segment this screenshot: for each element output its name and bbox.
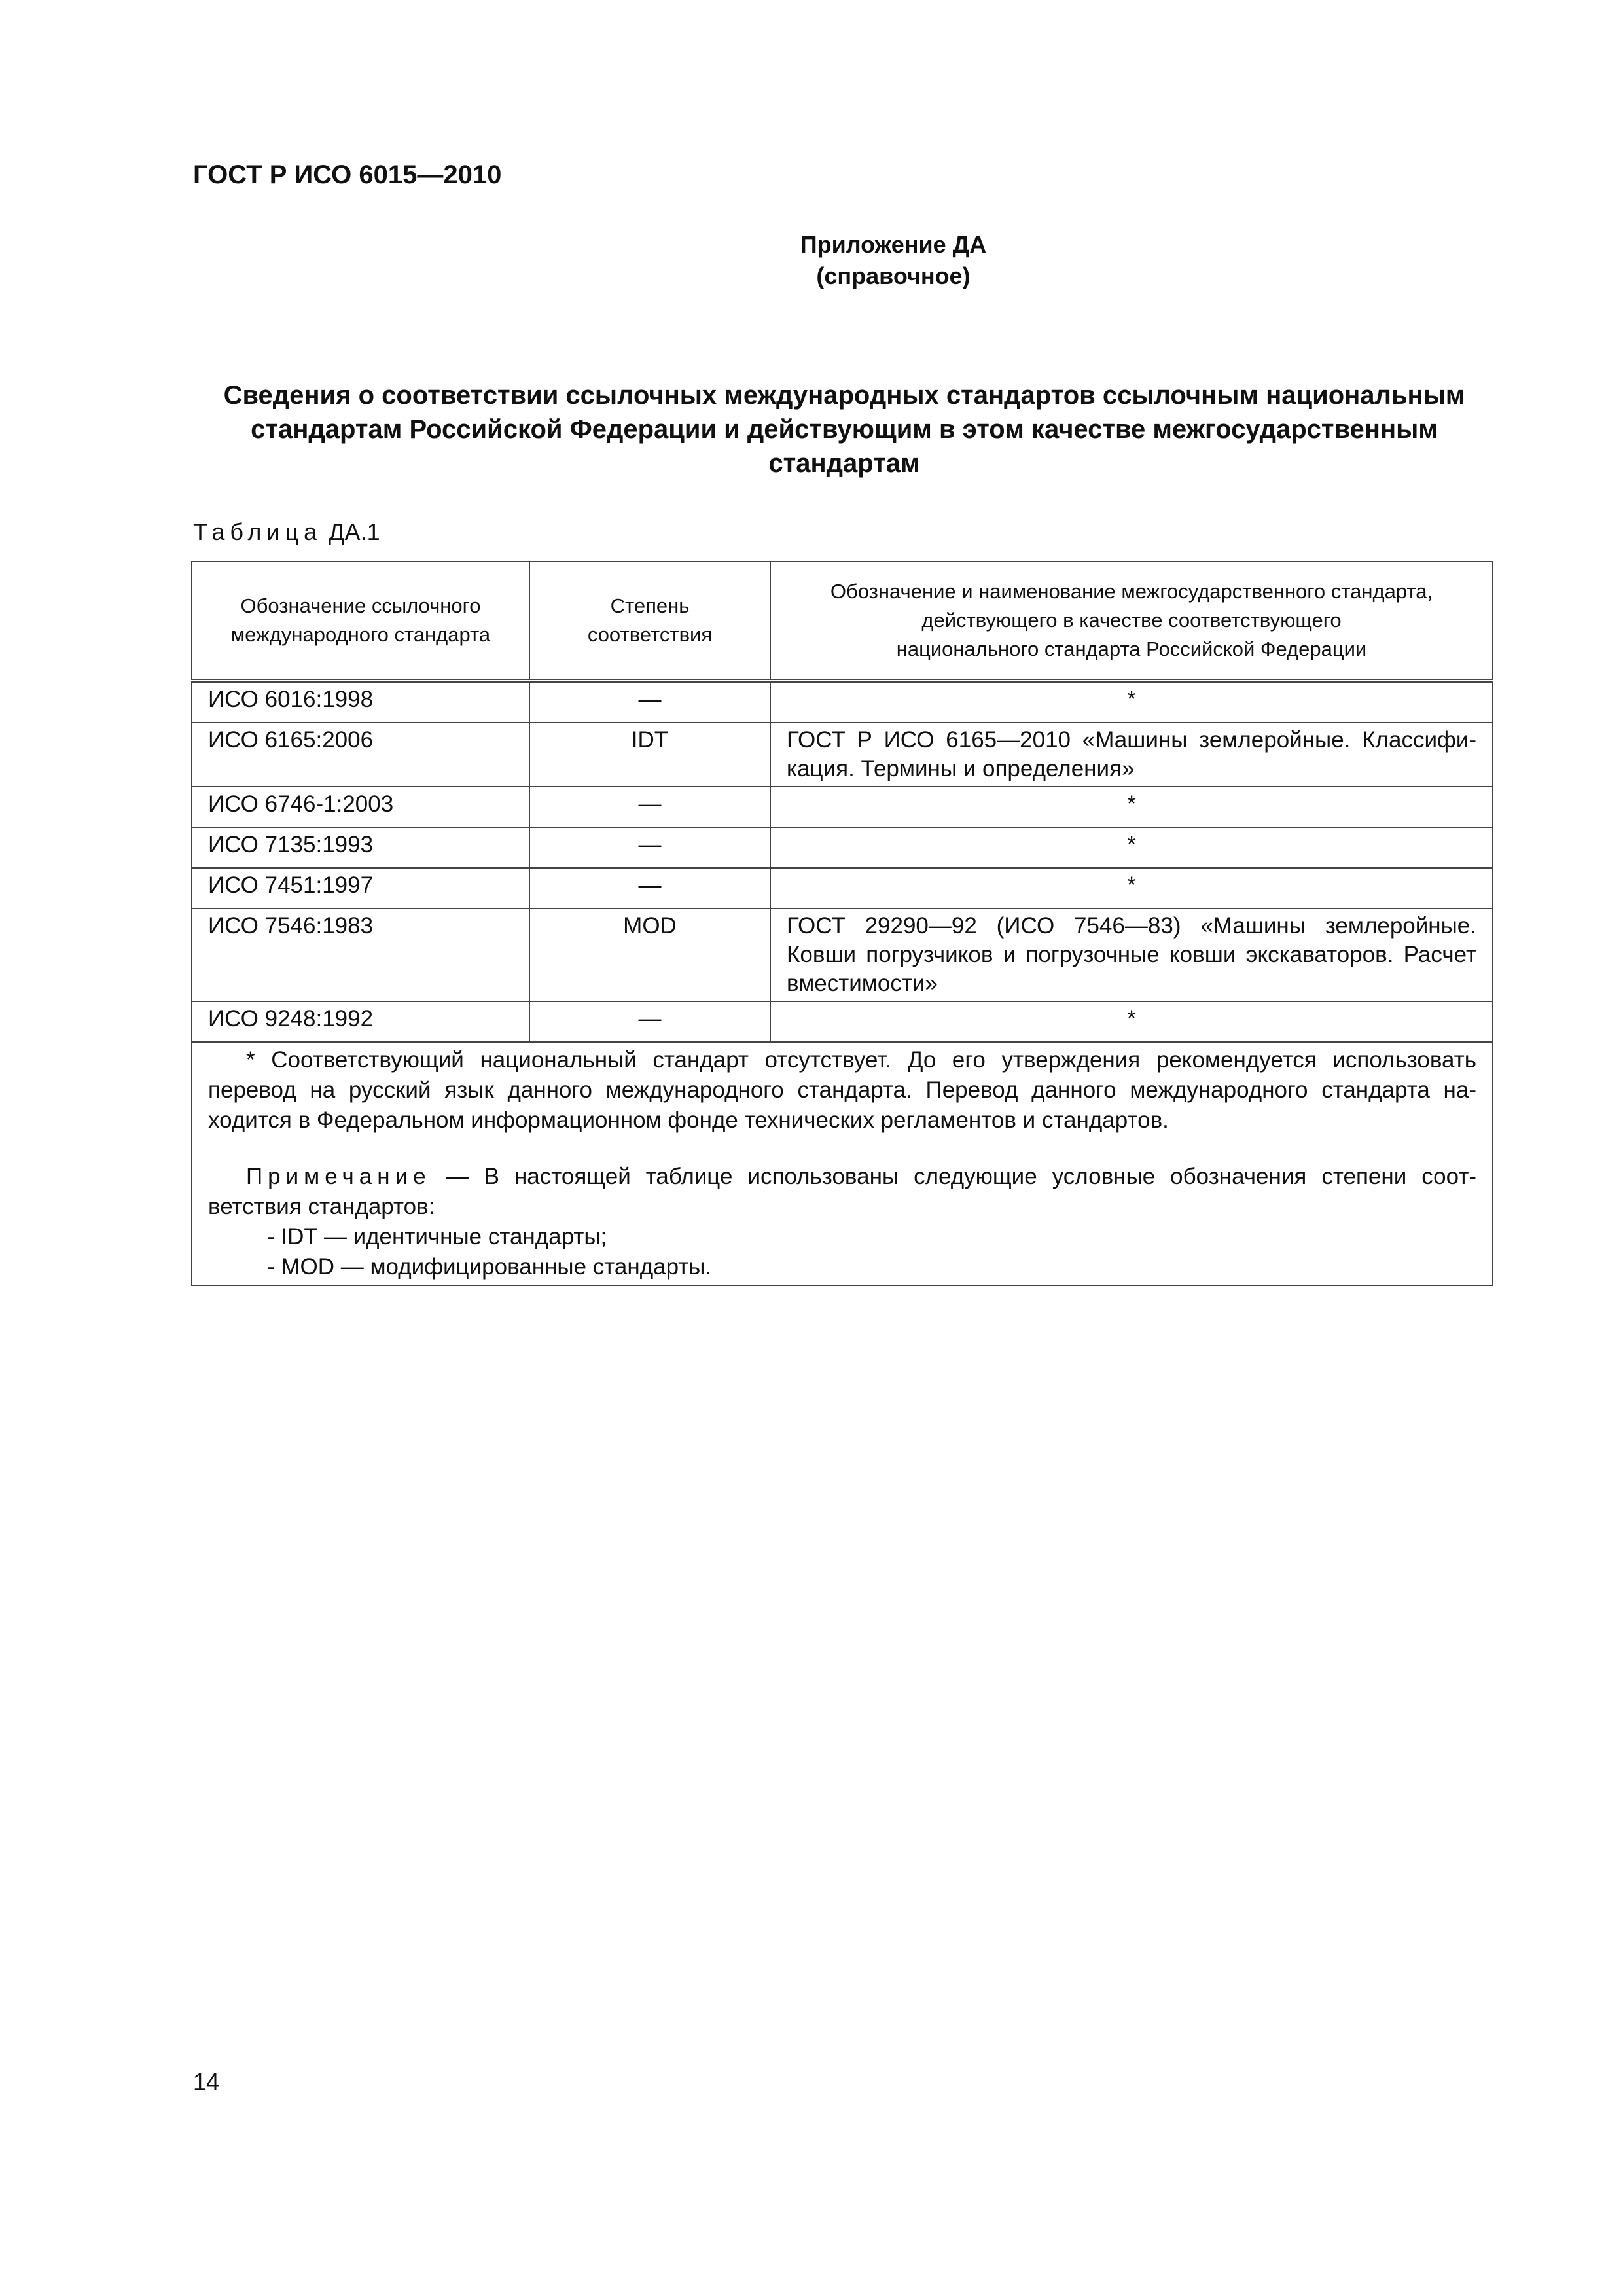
- table-row: [192, 723, 1493, 787]
- column-header-name-line-3: национального стандарта Российской Федерации: [896, 637, 1367, 660]
- cell-code: ИСО 6165:2006: [192, 723, 529, 787]
- column-header-code-line-2: международного стандарта: [230, 623, 491, 646]
- cell-name: ГОСТ 29290—92 (ИСО 7546—83) «Машины землеройные. Ковши погрузчиков и погрузочные ковши экскаваторов. Расчет вместимости»: [770, 908, 1493, 1001]
- table-footnote: * Соответствующий национальный стандарт отсутствует. До его утверждения рекомендуется использовать перевод на русский язык данного международного стандарта. Перевод данного международного стандарта на-ходится в Федеральном информационном фонде технических регламентов и стандартов.: [208, 1047, 1476, 1133]
- cell-degree: —: [529, 787, 770, 827]
- table-caption-number: ДА.1: [329, 518, 380, 545]
- cell-name: *: [770, 787, 1493, 827]
- cell-name: *: [770, 827, 1493, 868]
- section-title-line-3: стандартам: [768, 449, 920, 478]
- cell-code: ИСО 9248:1992: [192, 1001, 529, 1042]
- table-caption-word: Таблица: [193, 518, 323, 545]
- note-label: Примечание: [246, 1164, 431, 1189]
- cell-code: ИСО 6746-1:2003: [192, 787, 529, 827]
- table-note: [208, 1162, 1476, 1222]
- standards-table: [191, 561, 1493, 1286]
- table-row: [192, 787, 1493, 827]
- table-footer-row: [192, 1042, 1493, 1285]
- annex-type: (справочное): [816, 262, 971, 289]
- cell-degree: —: [529, 827, 770, 868]
- cell-degree: MOD: [529, 908, 770, 1001]
- section-title-line-2: стандартам Российской Федерации и действующим в этом качестве межгосударственным: [251, 415, 1438, 444]
- column-header-degree-line-2: соответствия: [587, 623, 713, 646]
- table-caption: [193, 518, 380, 546]
- note-text: — В настоящей таблице использованы следующие условные обозначения степени соот-ветствия стандартов:: [208, 1164, 1476, 1219]
- cell-code: ИСО 7135:1993: [192, 827, 529, 868]
- legend-idt: - IDT — идентичные стандарты;: [267, 1224, 607, 1249]
- table-row: [192, 908, 1493, 1001]
- cell-degree: IDT: [529, 723, 770, 787]
- column-header-name-line-1: Обозначение и наименование межгосударственного стандарта,: [830, 580, 1433, 603]
- cell-code: ИСО 6016:1998: [192, 681, 529, 723]
- cell-name: *: [770, 1001, 1493, 1042]
- section-title-line-1: Сведения о соответствии ссылочных международных стандартов ссылочным национальным: [223, 381, 1465, 410]
- annex-title: Приложение ДА: [800, 231, 987, 258]
- document-code-header: ГОСТ Р ИСО 6015—2010: [193, 160, 502, 189]
- cell-degree: —: [529, 1001, 770, 1042]
- column-header-degree-line-1: Степень: [610, 594, 690, 617]
- cell-name: ГОСТ Р ИСО 6165—2010 «Машины землеройные. Классифи-кация. Термины и определения»: [770, 723, 1493, 787]
- table-row: [192, 681, 1493, 723]
- table-footer-cell: [192, 1042, 1493, 1285]
- cell-degree: —: [529, 681, 770, 723]
- table-row: [192, 1001, 1493, 1042]
- column-header-name-line-2: действующего в качестве соответствующего: [921, 609, 1342, 632]
- cell-code: ИСО 7546:1983: [192, 908, 529, 1001]
- cell-name: *: [770, 681, 1493, 723]
- cell-degree: —: [529, 868, 770, 908]
- column-header-name: [770, 562, 1493, 681]
- table-row: [192, 827, 1493, 868]
- legend-mod: - MOD — модифицированные стандарты.: [267, 1254, 712, 1280]
- section-title: [190, 378, 1499, 480]
- cell-code: ИСО 7451:1997: [192, 868, 529, 908]
- cell-name: *: [770, 868, 1493, 908]
- table-header-row: [192, 562, 1493, 681]
- table-row: [192, 868, 1493, 908]
- annex-heading: [190, 229, 1499, 292]
- column-header-code: [192, 562, 529, 681]
- page-number: 14: [193, 2068, 220, 2095]
- column-header-code-line-1: Обозначение ссылочного: [240, 594, 481, 617]
- column-header-degree: [529, 562, 770, 681]
